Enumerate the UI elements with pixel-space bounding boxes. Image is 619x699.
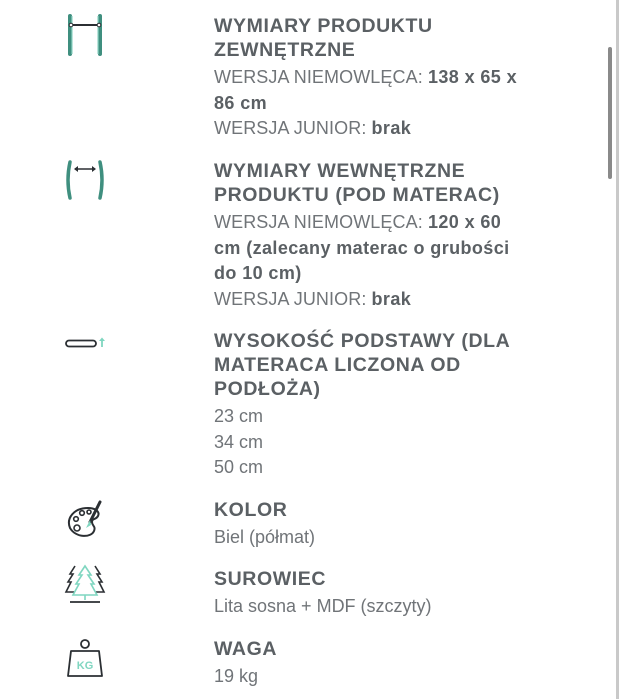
palette-icon [58, 498, 112, 542]
title-line: ZEWNĘTRZNE [214, 39, 356, 61]
spec-value: 19 kg [214, 666, 259, 686]
base-height-icon [58, 322, 112, 366]
row-value: 86 cm [214, 92, 268, 113]
row-value: brak [371, 288, 412, 309]
row-value: 120 x 60 [427, 212, 502, 232]
row-value: cm (zalecany materac o grubości [214, 237, 510, 258]
spec-row-infant [214, 210, 554, 287]
spec-row-junior [214, 287, 554, 313]
row-label: WERSJA JUNIOR: [214, 118, 372, 138]
spec-values [214, 404, 554, 481]
spec-title: SUROWIEC [214, 568, 327, 590]
spec-title [214, 159, 554, 207]
spec-title [214, 329, 554, 401]
title-line: WYMIARY WEWNĘTRZNE [214, 160, 466, 182]
title-line: PODŁOŻA) [214, 378, 321, 400]
row-value: brak [371, 118, 412, 138]
title-line: WYSOKOŚĆ PODSTAWY (DLA [214, 330, 511, 352]
title-line: WYMIARY PRODUKTU [214, 15, 433, 37]
weight-icon-label: KG [76, 660, 94, 672]
title-line: MATERACA LICZONA OD [214, 354, 461, 376]
row-value: 138 x 65 x [427, 67, 518, 87]
weight-kg-icon [58, 636, 112, 680]
row-label: WERSJA NIEMOWLĘCA: [214, 67, 428, 87]
spec-title: KOLOR [214, 499, 288, 521]
row-label: WERSJA NIEMOWLĘCA: [214, 212, 428, 232]
trees-icon [58, 562, 112, 606]
spec-title: WAGA [214, 638, 278, 660]
value-line: 34 cm [214, 431, 264, 452]
title-line: PRODUKTU (POD MATERAC) [214, 184, 500, 206]
spec-value: Lita sosna + MDF (szczyty) [214, 596, 432, 616]
value-line: 23 cm [214, 406, 264, 426]
spec-title [214, 14, 554, 62]
value-line: 50 cm [214, 457, 264, 477]
spec-row-junior [214, 116, 554, 142]
scrollbar-thumb[interactable] [608, 47, 612, 179]
spec-row-infant [214, 65, 554, 116]
spec-value: Biel (półmat) [214, 527, 316, 547]
row-label: WERSJA JUNIOR: [214, 288, 372, 309]
row-value: do 10 cm) [214, 263, 302, 283]
crib-frame-icon [58, 12, 112, 56]
inner-width-arrows-icon [58, 158, 112, 202]
